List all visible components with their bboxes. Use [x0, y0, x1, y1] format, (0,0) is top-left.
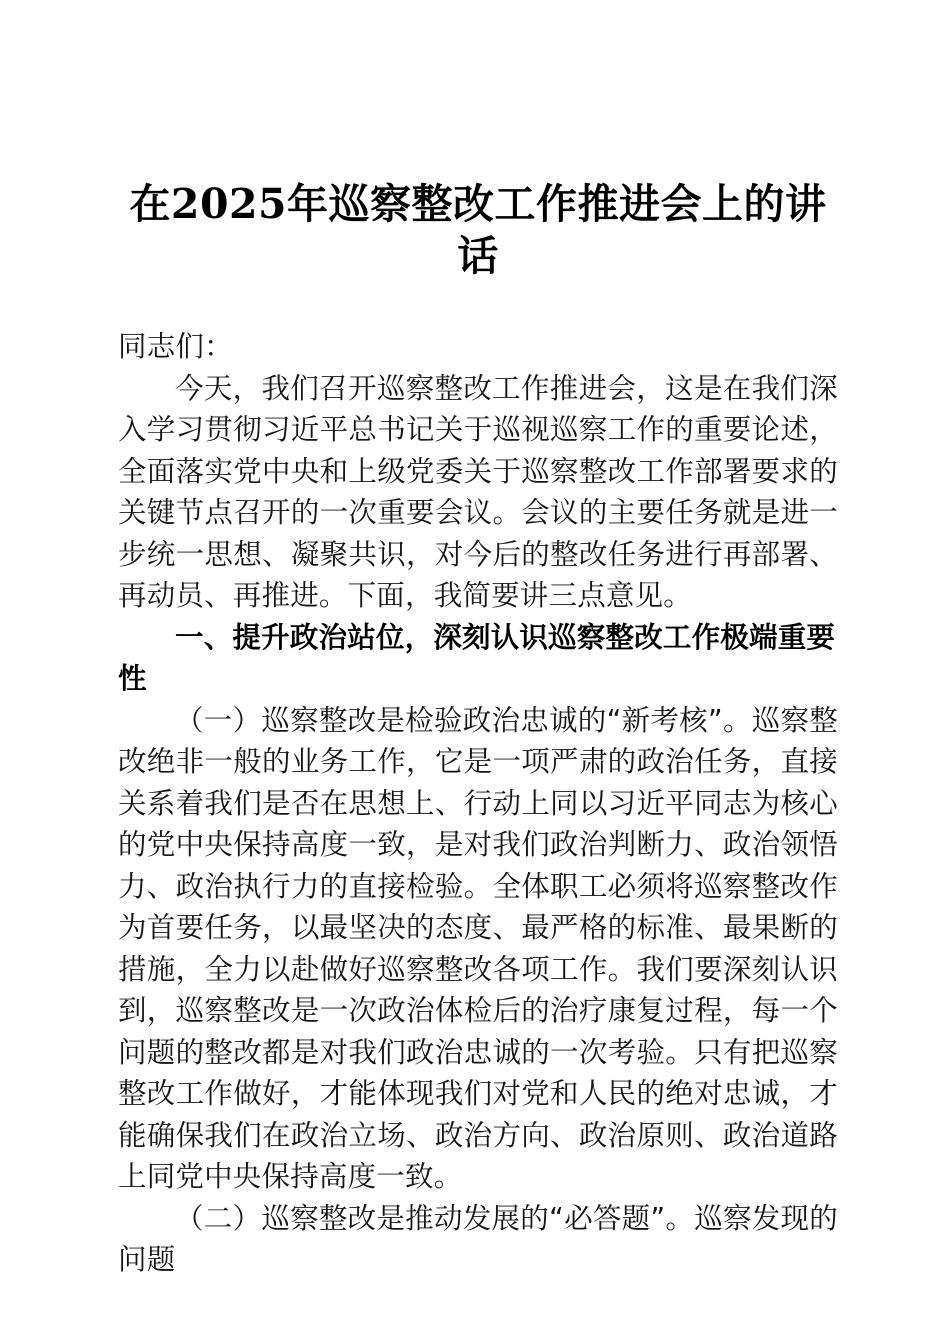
body-paragraph: （一）巡察整改是检验政治忠诚的“新考核”。巡察整改绝非一般的业务工作，它是一项严肃的政治任务，直接关系着我们是否在思想上、行动上同以习近平同志为核心的党中央保持高度一致，是对我们政治判断力、政治领悟力、政治执行力的直接检验。全体职工必须将巡察整改作为首要任务，以最坚决的态度、最严格的标准、最果断的措施，全力以赴做好巡察整改各项工作。我们要深刻认识到，巡察整改是一次政治体检后的治疗康复过程，每一个问题的整改都是对我们政治忠诚的一次考验。只有把巡察整改工作做好，才能体现我们对党和人民的绝对忠诚，才能确保我们在政治立场、政治方向、政治原则、政治道路上同党中央保持高度一致。 — [118, 703, 838, 1193]
body-paragraph: 今天，我们召开巡察整改工作推进会，这是在我们深入学习贯彻习近平总书记关于巡视巡察工作的重要论述，全面落实党中央和上级党委关于巡察整改工作部署要求的关键节点召开的一次重要会议。会议的主要任务就是进一步统一思想、凝聚共识，对今后的整改任务进行再部署、再动员、再推进。下面，我简要讲三点意见。 — [118, 371, 838, 612]
salutation: 同志们： — [118, 330, 233, 363]
document-title: 在2025年巡察整改工作推进会上的讲话 — [129, 180, 827, 280]
section-heading: 一、提升政治站位，深刻认识巡察整改工作极端重要性 — [118, 620, 836, 695]
body-paragraph: （二）巡察整改是推动发展的“必答题”。巡察发现的问题 — [118, 1201, 838, 1276]
document-content — [118, 0, 838, 1281]
